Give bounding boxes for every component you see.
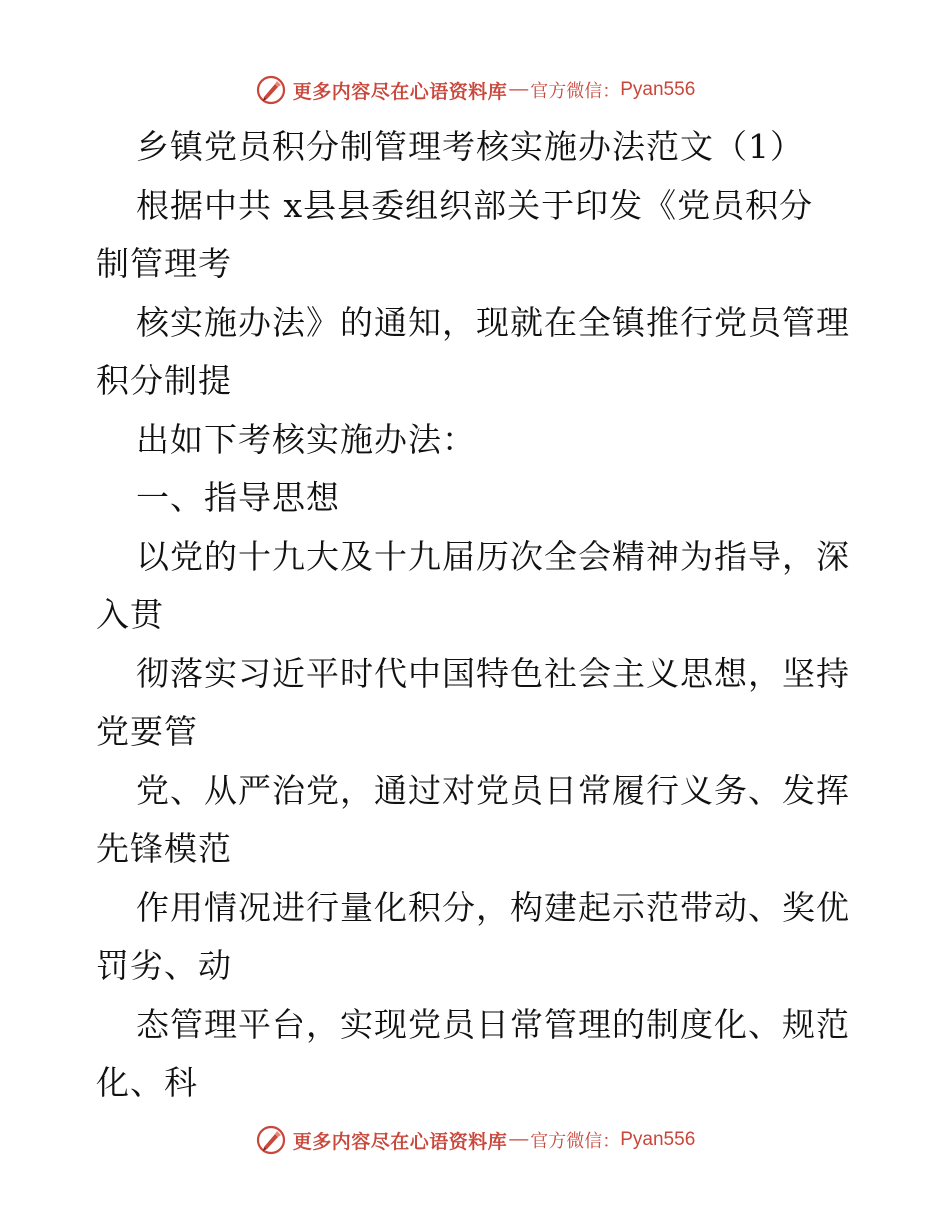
header-banner — [0, 70, 950, 110]
paragraph-line: 彻落实习近平时代中国特色社会主义思想，坚持 — [136, 653, 850, 693]
banner-wechat-id: Pyan556 — [620, 79, 696, 100]
banner-wechat-id: Pyan556 — [620, 1129, 696, 1150]
banner-wechat-label: 官方微信： — [530, 81, 621, 102]
paragraph-line: 制管理考 — [96, 244, 232, 283]
paragraph-line: 先锋模范 — [96, 829, 232, 868]
banner-dash: — — [509, 1129, 529, 1150]
banner-wechat-label: 官方微信： — [530, 1131, 621, 1152]
paragraph-line: 根据中共 x县县委组织部关于印发《党员积分 — [136, 185, 814, 225]
paragraph-line: 入贯 — [96, 595, 164, 634]
document-title: 乡镇党员积分制管理考核实施办法范文（1） — [136, 127, 804, 166]
section-heading: 一、指导思想 — [136, 478, 340, 517]
paragraph-line: 作用情况进行量化积分，构建起示范带动、奖优 — [136, 887, 850, 927]
footer-banner — [0, 1120, 950, 1160]
paragraph-line: 积分制提 — [96, 361, 232, 400]
pen-circle-logo-icon — [255, 1124, 287, 1156]
paragraph-line: 出如下考核实施办法： — [136, 419, 476, 459]
document-body — [96, 118, 856, 1113]
banner-slogan: 更多内容尽在心语资料库 — [292, 1130, 508, 1153]
paragraph-line: 核实施办法》的通知，现就在全镇推行党员管理 — [136, 302, 850, 342]
banner-slogan: 更多内容尽在心语资料库 — [292, 80, 508, 103]
banner-dash: — — [509, 79, 529, 100]
paragraph-line: 罚劣、动 — [96, 946, 232, 985]
paragraph-line: 态管理平台，实现党员日常管理的制度化、规范 — [136, 1004, 850, 1044]
paragraph-line: 党、从严治党，通过对党员日常履行义务、发挥 — [136, 770, 850, 810]
pen-circle-logo-icon — [255, 74, 287, 106]
paragraph-line: 党要管 — [96, 712, 198, 751]
paragraph-line: 以党的十九大及十九届历次全会精神为指导，深 — [136, 536, 850, 576]
paragraph-line: 化、科 — [96, 1063, 198, 1102]
